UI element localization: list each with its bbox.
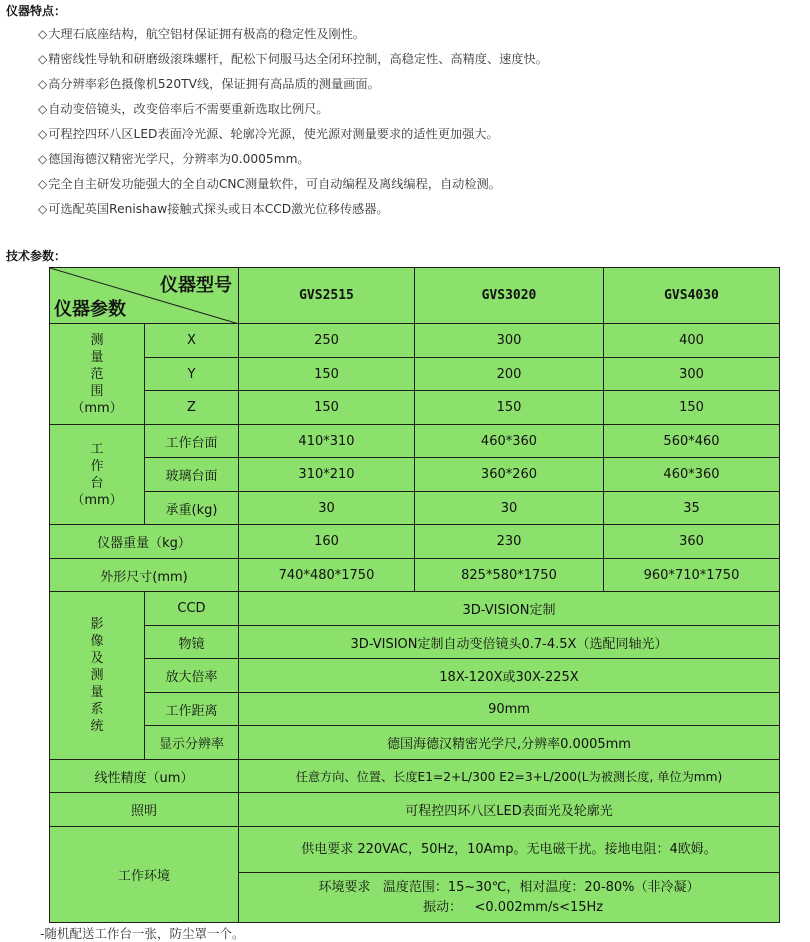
table-row [50,793,780,827]
cell-value: 3D-VISION定制自动变倍镜头0.7-4.5X（选配同轴光） [239,626,780,659]
row-label: 照明 [50,793,239,827]
params-title: 技术参数： [6,249,67,263]
range-group-label: 测 量 范 围 （mm） [50,324,145,425]
cell-value: 3D-VISION定制 [239,592,780,626]
cell-value: 任意方向、位置、长度E1=2+L/300 E2=3+L/200(L为被测长度, 单位为mm) [239,760,780,793]
feature-item: ◇ 德国海德汉精密光学尺，分辨率为0.0005mm。 [38,147,548,172]
table-row [50,525,780,559]
table-row [50,760,780,793]
footnote: -随机配送工作台一张，防尘罩一个。 [40,926,245,941]
table-row [50,827,780,873]
cell-value: 230 [415,525,604,559]
feature-item: ◇ 完全自主研发功能强大的全自动CNC测量软件，可自动编程及离线编程，自动检测。 [38,172,548,197]
diagonal-header-cell [50,268,239,324]
features-list [38,22,548,222]
cell-value: 250 [239,324,415,358]
row-label: 玻璃台面 [145,458,239,492]
cell-value: 310*210 [239,458,415,492]
row-label: 外形尺寸(mm) [50,559,239,592]
cell-value: 560*460 [604,425,780,458]
cell-value: 35 [604,492,780,525]
header-param-label: 仪器参数 [54,299,126,320]
cell-value: 德国海德汉精密光学尺,分辨率0.0005mm [239,726,780,760]
vibration-line: 振动： <0.002mm/s<15Hz [414,899,604,915]
cell-value: 160 [239,525,415,559]
row-label: Y [145,358,239,391]
table-row [50,324,780,358]
cell-value: 960*710*1750 [604,559,780,592]
row-label: 仪器重量（kg） [50,525,239,559]
imaging-group-label: 影 像 及 测 量 系 统 [50,592,145,760]
table-row [50,425,780,458]
row-label: 物镜 [145,626,239,659]
row-label: Z [145,391,239,425]
table-row [50,358,780,391]
cell-value: 30 [415,492,604,525]
cell-value: 400 [604,324,780,358]
feature-item: ◇ 大理石底座结构，航空铝材保证拥有极高的稳定性及刚性。 [38,22,548,47]
table-row [50,458,780,492]
cell-value: 150 [415,391,604,425]
cell-value: 300 [604,358,780,391]
cell-value: 410*310 [239,425,415,458]
environment-requirement [239,873,780,923]
row-label: 工作台面 [145,425,239,458]
table-row [50,559,780,592]
cell-value: 360*260 [415,458,604,492]
model-name: GVS3020 [415,268,604,324]
row-label: 工作环境 [50,827,239,923]
table-row [50,391,780,425]
cell-value: 18X-120X或30X-225X [239,659,780,693]
header-model-label: 仪器型号 [160,275,232,296]
cell-value: 740*480*1750 [239,559,415,592]
model-name: GVS4030 [604,268,780,324]
row-label: CCD [145,592,239,626]
row-label: X [145,324,239,358]
cell-value: 150 [239,391,415,425]
environment-line: 环境要求 温度范围：15~30℃，相对温度：20-80%（非冷凝） [318,879,700,895]
table-header-row [50,268,780,324]
row-label: 放大倍率 [145,659,239,693]
feature-item: ◇ 可选配英国Renishaw接触式探头或日本CCD激光位移传感器。 [38,197,548,222]
table-row [50,492,780,525]
table-row [50,693,780,726]
cell-value: 30 [239,492,415,525]
feature-item: ◇ 可程控四环八区LED表面冷光源、轮廓冷光源，使光源对测量要求的适性更加强大。 [38,122,548,147]
cell-value: 825*580*1750 [415,559,604,592]
cell-value: 200 [415,358,604,391]
worktable-group-label: 工 作 台 （mm） [50,425,145,525]
spec-table [49,267,780,923]
cell-value: 可程控四环八区LED表面光及轮廓光 [239,793,780,827]
feature-item: ◇ 自动变倍镜头，改变倍率后不需要重新选取比例尺。 [38,97,548,122]
table-row [50,592,780,626]
cell-value: 360 [604,525,780,559]
power-requirement: 供电要求 220VAC，50Hz，10Amp。无电磁干扰。接地电阻：4欧姆。 [239,827,780,873]
row-label: 承重(kg) [145,492,239,525]
table-row [50,626,780,659]
table-row [50,659,780,693]
feature-item: ◇ 精密线性导轨和研磨级滚珠螺杆，配松下伺服马达全闭环控制，高稳定性、高精度、速度快。 [38,47,548,72]
table-row [50,726,780,760]
row-label: 显示分辨率 [145,726,239,760]
features-title: 仪器特点： [6,4,67,18]
cell-value: 150 [604,391,780,425]
cell-value: 300 [415,324,604,358]
row-label: 线性精度（um） [50,760,239,793]
cell-value: 150 [239,358,415,391]
cell-value: 90mm [239,693,780,726]
row-label: 工作距离 [145,693,239,726]
feature-item: ◇ 高分辨率彩色摄像机520TV线，保证拥有高品质的测量画面。 [38,72,548,97]
cell-value: 460*360 [415,425,604,458]
cell-value: 460*360 [604,458,780,492]
model-name: GVS2515 [239,268,415,324]
